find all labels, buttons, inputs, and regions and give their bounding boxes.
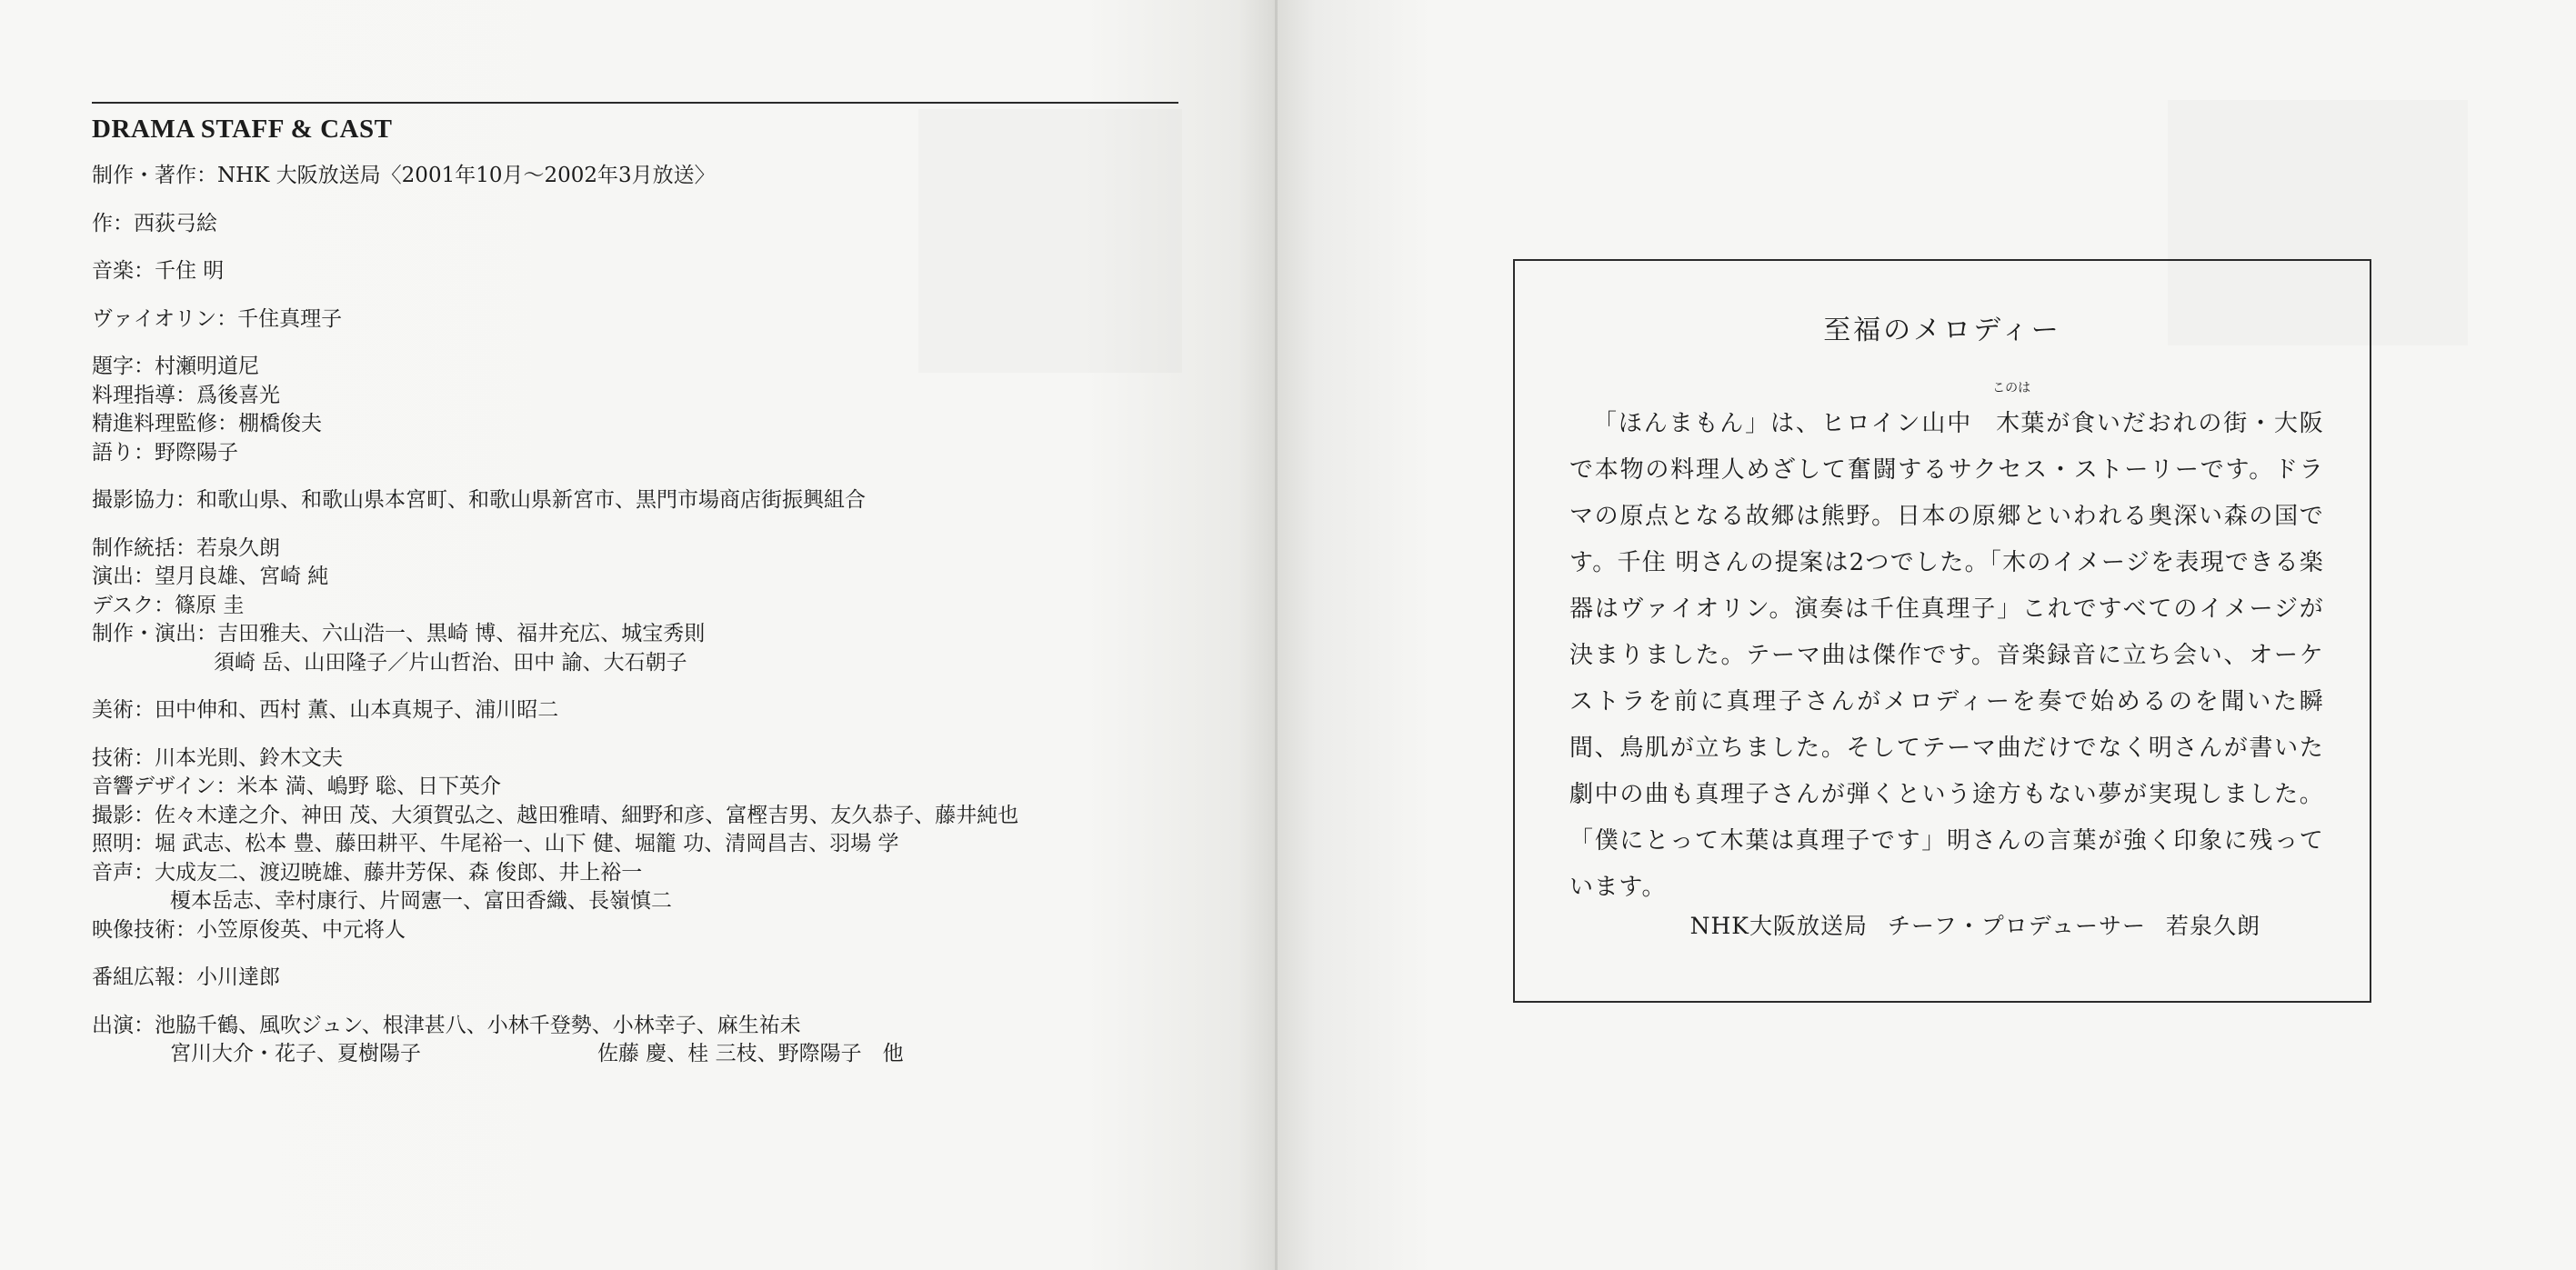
producer-note-box — [1513, 259, 2371, 1003]
note-body — [1569, 381, 2324, 911]
credits-title: DRAMA STAFF & CAST — [92, 115, 393, 144]
ruby-base: 木葉 — [1996, 410, 2046, 437]
credit-line: 音声：大成友二、渡辺暁雄、藤井芳保、森 俊郎、井上裕一 — [92, 860, 643, 885]
credit-line: 撮影：佐々木達之介、神田 茂、大須賀弘之、越田雅晴、細野和彦、富樫吉男、友久恭子、藤井純也 — [92, 803, 1019, 827]
credit-line: デスク：篠原 圭 — [92, 593, 245, 617]
credits-groups-2 — [92, 696, 1178, 887]
credits-section — [92, 102, 1178, 1069]
book-fold — [1275, 0, 1278, 1270]
note-signature — [1690, 910, 2260, 943]
note-text: が食いだおれの街・大阪で本物の料理人めざして奮闘するサクセス・ストーリーです。ドラマの原点となる故郷は熊野。日本の原郷といわれる奥深い森の国です。千住 明さんの提案は2つでした。「木のイメージを表現できる楽器はヴァイオリン。演奏は千住真理子」これですべてのイメージが決まりました。テーマ曲は傑作です。音楽録音に立ち会い、オーケストラを前に真理子さんがメロディーを奏で始めるのを聞いた瞬間、鳥肌が立ちました。そしてテーマ曲だけでなく明さんが書いた劇中の曲も真理子さんが弾くという途方もない夢が実現しました。「僕にとって木葉は真理子です」明さんの言葉が強く印象に残っています。 — [1569, 410, 2324, 901]
signature-org: NHK大阪放送局 — [1689, 913, 1868, 939]
cast-names: 宮川大介・花子、夏樹陽子 — [170, 1042, 421, 1065]
credit-line: 技術：川本光則、鈴木文夫 — [92, 745, 343, 770]
credits-groups — [92, 162, 1178, 649]
credit-line: ヴァイオリン：千住真理子 — [92, 306, 343, 331]
title-rule — [92, 102, 1178, 104]
cast-line: 出演：池脇千鶴、風吹ジュン、根津甚八、小林千登勢、小林幸子、麻生祐未 — [92, 1013, 801, 1037]
credit-line: 題字：村瀬明道尼 — [92, 355, 259, 378]
credit-line: 榎本岳志、幸村康行、片岡憲一、富田香織、長嶺慎二 — [170, 889, 672, 913]
credit-line: 語り：野際陽子 — [92, 440, 238, 465]
credit-line: 音楽：千住 明 — [92, 259, 225, 283]
credit-line: 音響デザイン：米本 満、嶋野 聡、日下英介 — [92, 775, 502, 798]
credit-line: 照明：堀 武志、松本 豊、藤田耕平、牛尾裕一、山下 健、堀籠 功、清岡昌吉、羽場 学 — [92, 832, 899, 855]
note-title: 至福のメロディー — [1823, 315, 2061, 346]
credit-line: 演出：望月良雄、宮崎 純 — [92, 565, 329, 588]
ruby-reading: このは — [1992, 381, 2031, 395]
credit-line: 撮影協力：和歌山県、和歌山県本宮町、和歌山県新宮市、黒門市場商店街振興組合 — [92, 488, 866, 512]
credit-line: 制作・演出：吉田雅夫、六山浩一、黒崎 博、福井充広、城宝秀則 — [92, 622, 706, 645]
credit-line: 映像技術：小笠原俊英、中元将人 — [92, 917, 406, 942]
credit-line: 精進料理監修：棚橋俊夫 — [92, 412, 322, 435]
credit-line: 制作・著作：NHK 大阪放送局〈2001年10月～2002年3月放送〉 — [92, 164, 716, 187]
signature-name: 若泉久朗 — [2165, 913, 2260, 939]
credit-line: 制作統括：若泉久朗 — [92, 535, 280, 560]
note-paragraph — [1569, 381, 2324, 911]
credit-line: 作：西荻弓絵 — [92, 211, 217, 235]
ruby-word — [1972, 381, 2046, 447]
signature-role: チーフ・プロデューサー — [1887, 913, 2146, 939]
credit-line: 須崎 岳、山田隆子／片山哲治、田中 諭、大石朝子 — [214, 650, 687, 675]
cast-names: 佐藤 慶、桂 三枝、野際陽子 他 — [597, 1042, 904, 1065]
cast-line — [92, 1040, 1178, 1069]
note-text: 「ほんまもん」は、ヒロイン山中 — [1593, 410, 1973, 437]
credit-line: 料理指導：爲後喜光 — [92, 383, 280, 407]
credit-line: 番組広報：小川達郎 — [92, 965, 280, 989]
credit-line: 美術：田中伸和、西村 薫、山本真規子、浦川昭二 — [92, 698, 559, 722]
